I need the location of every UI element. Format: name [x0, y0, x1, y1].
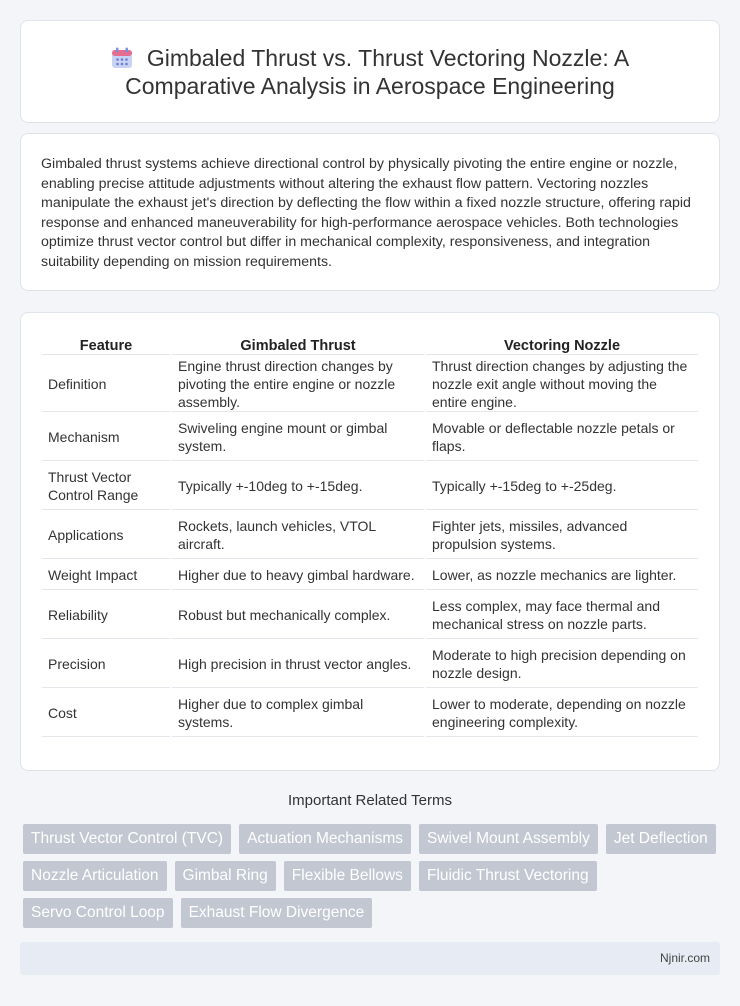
feature-cell: Definition [42, 357, 170, 412]
title-card [20, 20, 720, 123]
term-tag[interactable]: Servo Control Loop [23, 898, 173, 928]
feature-cell: Precision [42, 641, 170, 688]
term-tag[interactable]: Exhaust Flow Divergence [181, 898, 373, 928]
table-row [42, 414, 698, 461]
feature-cell: Weight Impact [42, 561, 170, 590]
comparison-table-card [20, 312, 720, 771]
term-tag[interactable]: Thrust Vector Control (TVC) [23, 824, 231, 854]
term-tag[interactable]: Actuation Mechanisms [239, 824, 411, 854]
gimbaled-cell: Higher due to complex gimbal systems. [172, 690, 424, 737]
related-terms-list [23, 824, 723, 928]
summary-paragraph: Gimbaled thrust systems achieve directional control by physically pivoting the entire engine or nozzle, enabling precise attitude adjustments without altering the exhaust flow pattern. Vectoring nozzles manipulate the exhaust jet's direction by deflecting the flow within a fixed nozzle structure, offering rapid response and enhanced maneuverability for high-performance aerospace vehicles. Both technologies optimize thrust vector control but differ in mechanical complexity, responsiveness, and integration suitability depending on mission requirements. [41, 156, 691, 270]
vectoring-cell: Moderate to high precision depending on nozzle design. [426, 641, 698, 688]
calendar-icon [111, 47, 133, 69]
vectoring-cell: Thrust direction changes by adjusting the nozzle exit angle without moving the entire engine. [426, 357, 698, 412]
gimbaled-cell: High precision in thrust vector angles. [172, 641, 424, 688]
term-tag[interactable]: Nozzle Articulation [23, 861, 167, 891]
table-row [42, 357, 698, 412]
term-tag[interactable]: Swivel Mount Assembly [419, 824, 598, 854]
table-row [42, 690, 698, 737]
feature-cell: Mechanism [42, 414, 170, 461]
feature-cell: Reliability [42, 592, 170, 639]
summary-card [20, 133, 720, 291]
comparison-table [40, 331, 700, 739]
table-header-row [42, 333, 698, 355]
header-feature: Feature [42, 333, 170, 355]
table-row [42, 512, 698, 559]
table-row [42, 561, 698, 590]
term-tag[interactable]: Jet Deflection [606, 824, 716, 854]
gimbaled-cell: Engine thrust direction changes by pivoting the entire engine or nozzle assembly. [172, 357, 424, 412]
gimbaled-cell: Higher due to heavy gimbal hardware. [172, 561, 424, 590]
gimbaled-cell: Swiveling engine mount or gimbal system. [172, 414, 424, 461]
vectoring-cell: Less complex, may face thermal and mechanical stress on nozzle parts. [426, 592, 698, 639]
table-row [42, 641, 698, 688]
vectoring-cell: Movable or deflectable nozzle petals or flaps. [426, 414, 698, 461]
feature-cell: Thrust Vector Control Range [42, 463, 170, 510]
vectoring-cell: Lower to moderate, depending on nozzle engineering complexity. [426, 690, 698, 737]
feature-cell: Applications [42, 512, 170, 559]
term-tag[interactable]: Flexible Bellows [284, 861, 411, 891]
related-terms-heading: Important Related Terms [288, 792, 452, 809]
page-title-text: Gimbaled Thrust vs. Thrust Vectoring Nozzle: A Comparative Analysis in Aerospace Engineering [125, 44, 630, 99]
footer [20, 942, 720, 975]
gimbaled-cell: Robust but mechanically complex. [172, 592, 424, 639]
gimbaled-cell: Typically +-10deg to +-15deg. [172, 463, 424, 510]
vectoring-cell: Typically +-15deg to +-25deg. [426, 463, 698, 510]
vectoring-cell: Fighter jets, missiles, advanced propulsion systems. [426, 512, 698, 559]
term-tag[interactable]: Fluidic Thrust Vectoring [419, 861, 597, 891]
term-tag[interactable]: Gimbal Ring [175, 861, 276, 891]
footer-site-link[interactable]: Njnir.com [659, 951, 710, 965]
header-vectoring-nozzle: Vectoring Nozzle [426, 333, 698, 355]
page-title [60, 44, 680, 100]
feature-cell: Cost [42, 690, 170, 737]
table-row [42, 592, 698, 639]
vectoring-cell: Lower, as nozzle mechanics are lighter. [426, 561, 698, 590]
header-gimbaled-thrust: Gimbaled Thrust [172, 333, 424, 355]
table-row [42, 463, 698, 510]
gimbaled-cell: Rockets, launch vehicles, VTOL aircraft. [172, 512, 424, 559]
